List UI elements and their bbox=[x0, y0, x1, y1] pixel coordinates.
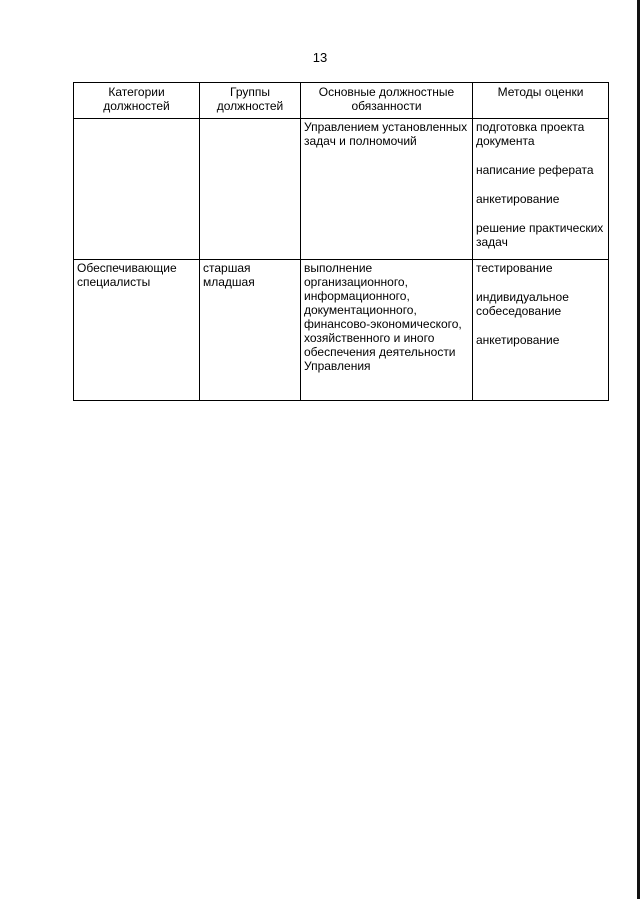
row2-methods bbox=[473, 260, 609, 401]
row1-groups bbox=[200, 119, 301, 260]
row2-groups bbox=[200, 260, 301, 401]
header-duties: Основные должностные обязанности bbox=[301, 83, 473, 119]
group-item: младшая bbox=[203, 275, 255, 289]
table-row bbox=[74, 260, 609, 401]
row2-category: Обеспечивающие специалисты bbox=[74, 260, 200, 401]
table-row bbox=[74, 119, 609, 260]
row1-category bbox=[74, 119, 200, 260]
page-number: 13 bbox=[312, 50, 328, 65]
method-item: индивидуальное собеседование bbox=[476, 290, 569, 318]
row1-duties: Управлением установленных задач и полномочий bbox=[301, 119, 473, 260]
method-item: решение практических задач bbox=[476, 221, 604, 249]
header-groups: Группы должностей bbox=[200, 83, 301, 119]
method-item: анкетирование bbox=[476, 333, 560, 347]
group-item: старшая bbox=[203, 261, 251, 275]
header-categories: Категории должностей bbox=[74, 83, 200, 119]
method-item: тестирование bbox=[476, 261, 553, 275]
table-header-row bbox=[74, 83, 609, 119]
row2-duties: выполнение организационного, информационного, документационного, финансово-экономического, хозяйственного и иного обеспечения деятельности Управления bbox=[301, 260, 473, 401]
method-item: написание реферата bbox=[476, 163, 594, 177]
header-methods: Методы оценки bbox=[473, 83, 609, 119]
positions-table bbox=[73, 82, 609, 401]
method-item: анкетирование bbox=[476, 192, 560, 206]
method-item: подготовка проекта документа bbox=[476, 120, 585, 148]
row1-methods bbox=[473, 119, 609, 260]
